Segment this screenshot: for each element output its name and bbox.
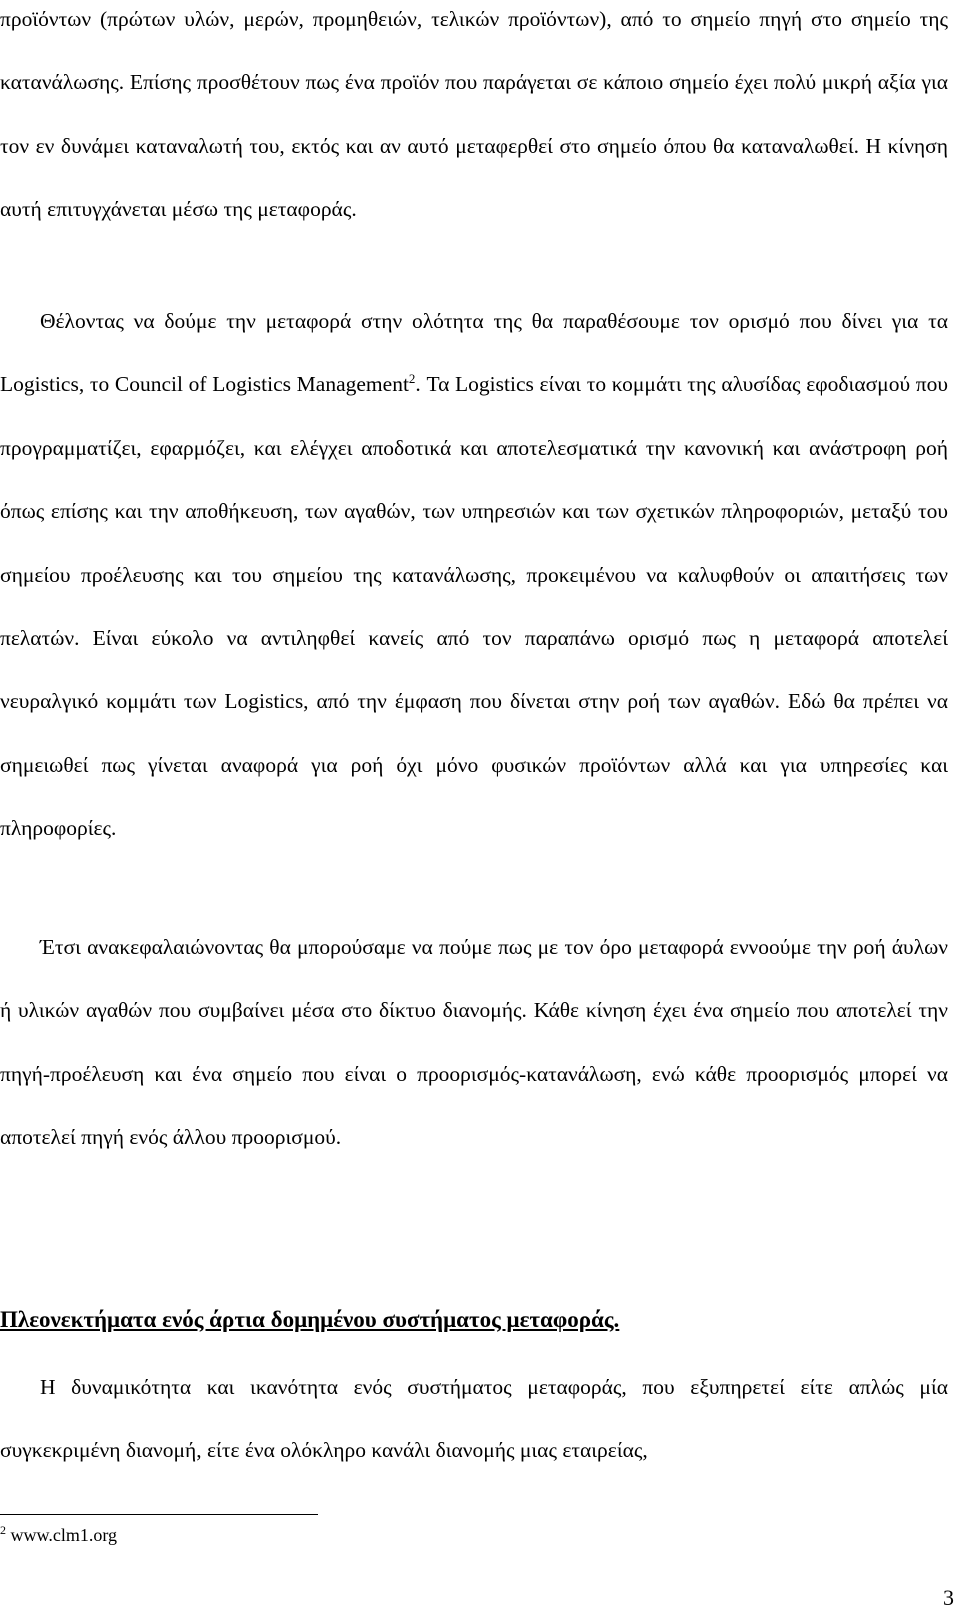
paragraph-continuation bbox=[0, 0, 948, 242]
paragraph-text-before-ref: Θέλοντας να δούμε την μεταφορά στην ολότητα της θα παραθέσουμε τον ορισμό που δίνει για τα Logistics, το Council of Logistics Management bbox=[0, 309, 948, 397]
paragraph-text-after-ref: . Τα Logistics είναι το κομμάτι της αλυσίδας εφοδιασμού που προγραμματίζει, εφαρμόζει, και ελέγχει αποδοτικά και αποτελεσματικά την κανονική και ανάστροφη ροή όπως επίσης και την αποθήκευση, των αγαθών, των υπηρεσιών και των σχετικών πληροφοριών, μεταξύ του σημείου προέλευσης και του σημείου της κατανάλωσης, προκειμένου να καλυφθούν οι απαιτήσεις των πελατών. Είναι εύκολο να αντιληφθεί κανείς από τον παραπάνω ορισμό πως η μεταφορά αποτελεί νευραλγικό κομμάτι των Logistics, από την έμφαση που δίνεται στην ροή των αγαθών. Εδώ θα πρέπει να σημειωθεί πως γίνεται αναφορά για ροή όχι μόνο φυσικών προϊόντων αλλά και για υπηρεσίες και πληροφορίες. bbox=[0, 372, 949, 841]
footnote-reference[interactable]: 2 bbox=[408, 371, 416, 387]
footnote-number: 2 bbox=[0, 1523, 6, 1537]
paragraph-text: Η δυναμικότητα και ικανότητα ενός συστήματος μεταφοράς, που εξυπηρετεί είτε απλώς μία συγκεκριμένη διανομή, είτε ένα ολόκληρο κανάλι διανομής μιας εταιρείας, bbox=[0, 1375, 948, 1463]
paragraph-logistics-definition bbox=[0, 290, 948, 861]
section-heading: Πλεονεκτήματα ενός άρτια δομημένου συστήματος μεταφοράς. bbox=[0, 1307, 620, 1332]
paragraph-text: προϊόντων (πρώτων υλών, μερών, προμηθειών, τελικών προϊόντων), από το σημείο πηγή στο σημείο της κατανάλωσης. Επίσης προσθέτουν πως ένα προϊόν που παράγεται σε κάποιο σημείο έχει πολύ μικρή αξία για τον εν δυνάμει καταναλωτή του, εκτός και αν αυτό μεταφερθεί στο σημείο όπου θα καταναλωθεί. Η κίνηση αυτή επιτυγχάνεται μέσω της μεταφοράς. bbox=[0, 7, 948, 222]
paragraph-summary bbox=[0, 916, 948, 1170]
paragraph-text: Έτσι ανακεφαλαιώνοντας θα μπορούσαμε να πούμε πως με τον όρο μεταφορά εννοούμε την ροή άυλων ή υλικών αγαθών που συμβαίνει μέσα στο δίκτυο διανομής. Κάθε κίνηση έχει ένα σημείο που αποτελεί την πηγή-προέλευση και ένα σημείο που είναι ο προορισμός-κατανάλωση, ενώ κάθε προορισμός μπορεί να αποτελεί πηγή ενός άλλου προορισμού. bbox=[0, 935, 948, 1150]
page-number: 3 bbox=[943, 1585, 954, 1610]
footnote-link[interactable]: www.clm1.org bbox=[6, 1525, 117, 1545]
footnote bbox=[0, 1523, 117, 1547]
paragraph-transport-capacity bbox=[0, 1356, 948, 1483]
footnote-separator bbox=[0, 1514, 318, 1515]
